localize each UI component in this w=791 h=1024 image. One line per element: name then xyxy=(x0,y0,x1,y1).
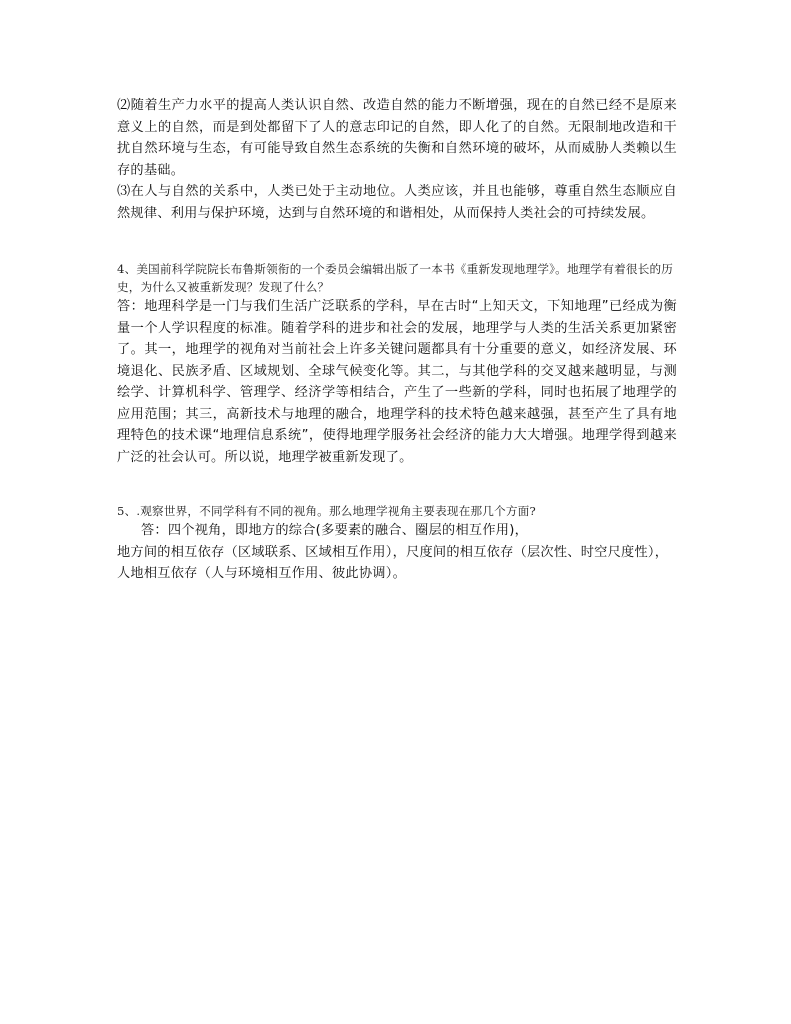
answer-5-line-1: 答：四个视角，即地方的综合(多要素的融合、圈层的相互作用)， xyxy=(141,523,529,538)
paragraph-point-3: ⑶在人与自然的关系中，人类已处于主动地位。人类应该，并且也能够，尊重自然生态顺应自然规律、利用与保护环境，达到与自然环境的和谐相处，从而保持人类社会的可持续发展。 xyxy=(117,184,677,221)
paragraph-point-2: ⑵随着生产力水平的提高人类认识自然、改造自然的能力不断增强，现在的自然已经不是原来意义上的自然，而是到处都留下了人的意志印记的自然，即人化了的自然。无限制地改造和干扰自然环境与生态，有可能导致自然生态系统的失衡和自然环境的破坏，从而威胁人类赖以生存的基础。 xyxy=(117,98,677,178)
question-5-text: 5、.观察世界，不同学科有不同的视角。那么地理学视角主要表现在那几个方面? xyxy=(117,504,536,518)
answer-5-line-2: 地方间的相互依存（区域联系、区域相互作用），尺度间的相互依存（层次性、时空尺度性），人地相互依存（人与环境相互作用、彼此协调）。 xyxy=(117,544,669,581)
section-continuation xyxy=(117,95,677,224)
question-5-block xyxy=(117,502,677,585)
question-4-text: 4、美国前科学院院长布鲁斯领衔的一个委员会编辑出版了一本书《重新发现地理学》。地理学有着很长的历史，为什么又被重新发现？发现了什么？ xyxy=(117,262,674,294)
answer-4-text: 答：地理科学是一门与我们生活广泛联系的学科，早在古时“上知天文，下知地理”已经成为衡量一个人学识程度的标准。随着学科的进步和社会的发展，地理学与人类的生活关系更加紧密了。其一，地理学的视角对当前社会上许多关键问题都具有十分重要的意义，如经济发展、环境退化、民族矛盾、区域规划、全球气候变化等。其二，与其他学科的交叉越来越明显，与测绘学、计算机科学、管理学、经济学等相结合，产生了一些新的学科，同时也拓展了地理学的应用范围；其三，高新技术与地理的融合，地理学科的技术特色越来越强，甚至产生了具有地理特色的技术课“地理信息系统”，使得地理学服务社会经济的能力大大增强。地理学得到越来广泛的社会认可。所以说，地理学被重新发现了。 xyxy=(117,299,677,465)
question-4-block xyxy=(117,260,677,468)
